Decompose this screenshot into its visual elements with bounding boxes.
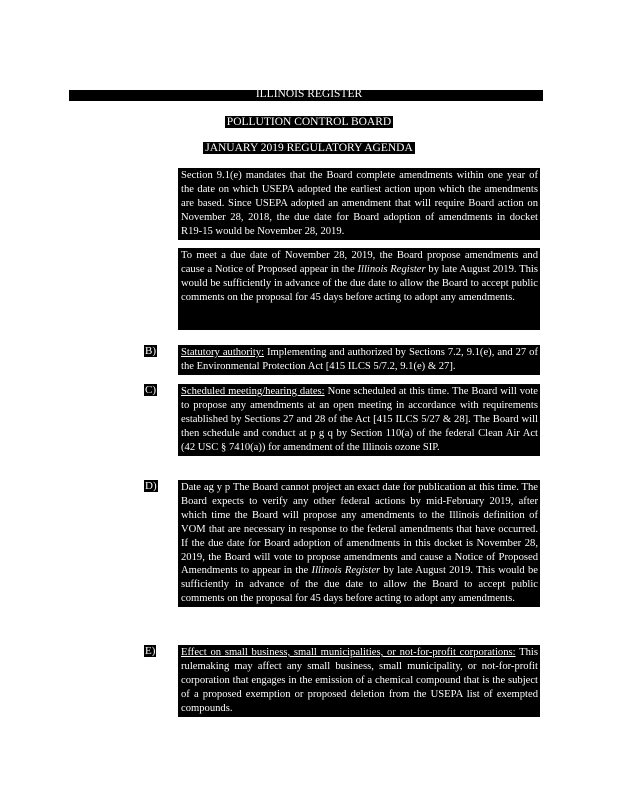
section-e-title: Effect on small business, small municipalities, or not-for-profit corporations: xyxy=(181,647,516,658)
section-b-title: Statutory authority: xyxy=(181,347,265,358)
section-c-title: Scheduled meeting/hearing dates: xyxy=(181,386,325,397)
section-e-label: E) xyxy=(145,645,156,657)
board-title: POLLUTION CONTROL BOARD xyxy=(226,116,392,128)
paragraph-due-date: Section 9.1(e) mandates that the Board complete amendments within one year of the date on which USEPA adopted the earliest action upon which the amendments are based. Since USEPA adopted an amendment that will require Board action on November 28, 2018, the due date for Board adoption of amendments in docket R19-15 would be November 28, 2019. xyxy=(178,168,540,240)
section-c-meeting-dates: Scheduled meeting/hearing dates: None scheduled at this time. The Board will vote to propose any amendments at an open meeting in accordance with requirements established by Sections 27 and 28 of the Act [415 ILCS 5/27 & 28]. The Board will then schedule and conduct at p g q by Section 110(a) of the federal Clean Air Act (42 USC § 7410(a)) for amendment of the Illinois ozone SIP. xyxy=(178,384,540,456)
section-b-label: B) xyxy=(145,345,156,357)
agenda-title: JANUARY 2019 REGULATORY AGENDA xyxy=(205,142,413,154)
section-d-publication-date: Date ag y p The Board cannot project an exact date for publication at this time. The Board expects to verify any other federal actions by mid-February 2019, after which time the Board will propose any amendments to the Illinois definition of VOM that are necessary in response to the federal amendments that have occurred. If the due date for Board adoption of amendments in this docket is November 28, 2019, the Board will vote to propose amendments and cause a Notice of Proposed Amendments to appear in the Illinois Register by late August 2019. This would be sufficiently in advance of the due date to allow the Board to accept public comments on the proposal for 45 days before acting to adopt any amendments. xyxy=(178,480,540,607)
section-e-small-business: Effect on small business, small municipalities, or not-for-profit corporations: This rulemaking may affect any small business, small municipality, or not-for-profit corporation that engages in the emission of a chemical compound that is the subject of a proposed exemption or proposed deletion from the USEPA list of exempted compounds. xyxy=(178,645,540,717)
paragraph-meet-due-date: To meet a due date of November 28, 2019, the Board propose amendments and cause a Notice of Proposed appear in the Illinois Register by late August 2019. This would be sufficiently in advance of the due date to allow the Board to accept public comments on the proposal for 45 days before acting to adopt any amendments. xyxy=(178,248,540,330)
section-d-label: D) xyxy=(145,480,157,492)
section-c-label: C) xyxy=(145,384,156,396)
register-title: ILLINOIS REGISTER xyxy=(255,88,363,100)
section-b-statutory-authority: Statutory authority: Implementing and authorized by Sections 7.2, 9.1(e), and 27 of the Environmental Protection Act [415 ILCS 5/7.2, 9.1(e) & 27]. xyxy=(178,345,540,375)
